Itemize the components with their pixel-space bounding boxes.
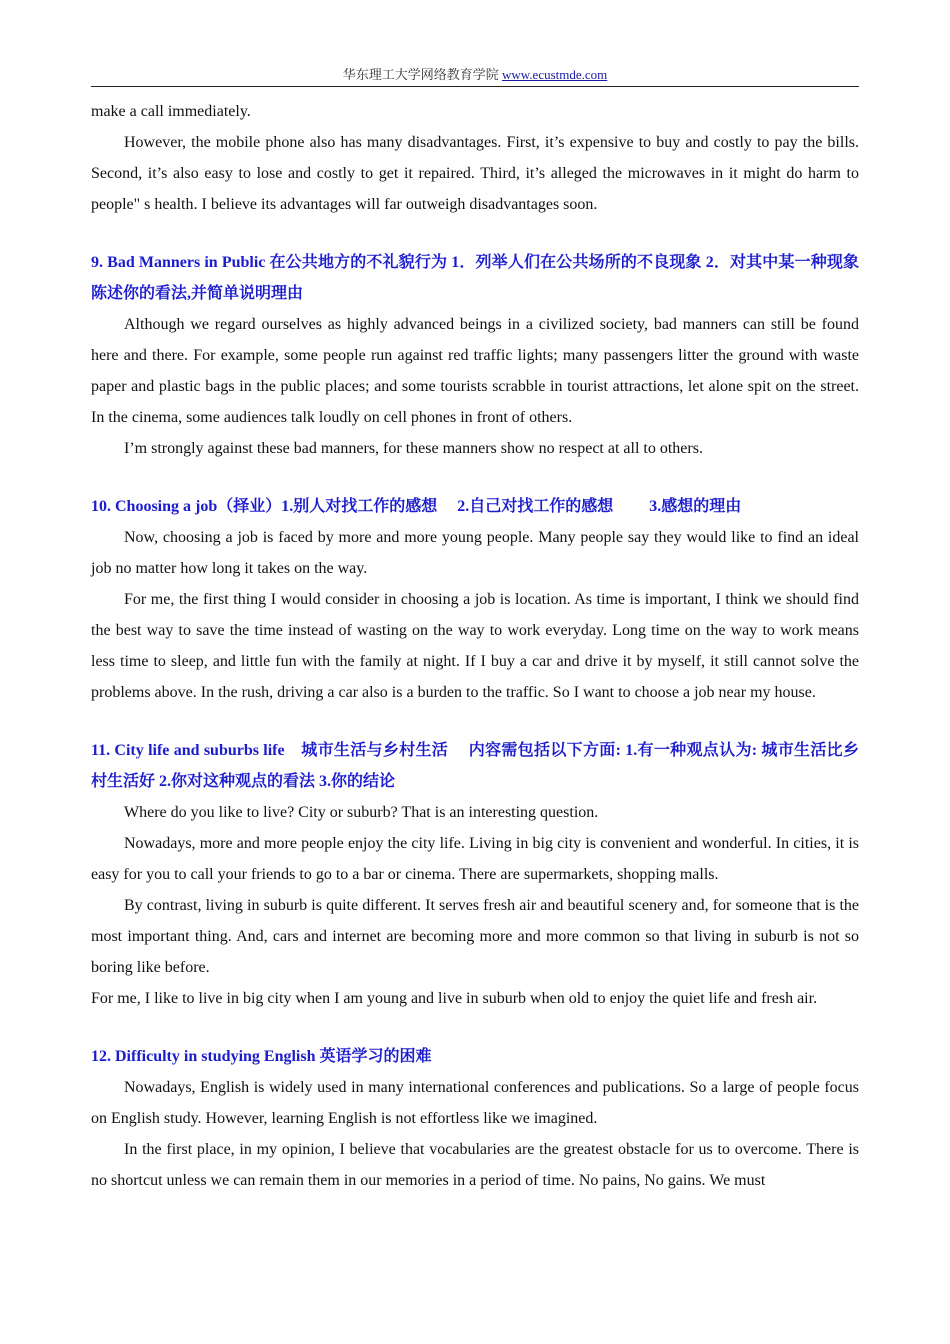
body-paragraph: In the first place, in my opinion, I believe that vocabularies are the greatest obstacle for us to overcome. There is no shortcut unless we can remain them in our memories in a period of time. No pains, No gains. We must [91, 1141, 859, 1189]
body-paragraph: Now, choosing a job is faced by more and more young people. Many people say they would like to find an ideal job no matter how long it takes on the way. [91, 529, 859, 577]
section-title: 9. Bad Manners in Public 在公共地方的不礼貌行为 1．列举人们在公共场所的不良现象 2．对其中某一种现象陈述你的看法,并简单说明理由 [91, 254, 859, 302]
essay-section-12 [91, 1041, 859, 1196]
body-paragraph: Where do you like to live? City or suburb? That is an interesting question. [124, 804, 599, 821]
body-paragraph: Nowadays, more and more people enjoy the city life. Living in big city is convenient and wonderful. In cities, it is easy for you to call your friends to go to a bar or cinema. There are supermarkets, shopping malls. [91, 835, 859, 883]
essay-section-9 [91, 247, 859, 464]
essay-section-11 [91, 735, 859, 1014]
body-paragraph: For me, the first thing I would consider in choosing a job is location. As time is important, I think we should find the best way to save the time instead of wasting on the way to work everyday. Long time on the way to work means less time to sleep, and little fun with the family at night. If I buy a car and drive it by myself, it still cannot solve the problems above. In the rush, driving a car also is a burden to the traffic. So I want to choose a job near my house. [91, 591, 859, 701]
body-paragraph: Nowadays, English is widely used in many international conferences and publications. So a large of people focus on English study. However, learning English is not effortless like we imagined. [91, 1079, 859, 1127]
school-name: 华东理工大学网络教育学院 [342, 67, 499, 82]
document-body [91, 96, 859, 1196]
page-header [91, 66, 859, 87]
body-paragraph: However, the mobile phone also has many disadvantages. First, it’s expensive to buy and costly to pay the bills. Second, it’s also easy to lose and costly to get it repaired. Third, it’s alleged the microwaves in it might do harm to people" s health. I believe its advantages will far outweigh disadvantages soon. [91, 134, 859, 213]
body-paragraph: By contrast, living in suburb is quite different. It serves fresh air and beautiful scenery and, for someone that is the most important thing. And, cars and internet are becoming more and more common so that living in suburb is not so boring like before. [91, 897, 859, 976]
body-paragraph: make a call immediately. [91, 103, 251, 120]
essay-section-10 [91, 491, 859, 708]
body-paragraph: Although we regard ourselves as highly advanced beings in a civilized society, bad manners can still be found here and there. For example, some people run against red traffic lights; many passengers litter the ground with waste paper and plastic bags in the public places; and some tourists scrabble in tourist attractions, let alone spit on the street. In the cinema, some audiences talk loudly on cell phones in front of others. [91, 316, 859, 426]
closing-paragraph: For me, I like to live in big city when I am young and live in suburb when old to enjoy the quiet life and fresh air. [91, 990, 818, 1007]
section-title: 10. Choosing a job（择业）1.别人对找工作的感想 2.自己对找工作的感想 3.感想的理由 [91, 498, 742, 515]
website-link[interactable]: www.ecustmde.com [501, 67, 608, 82]
section-title: 11. City life and suburbs life 城市生活与乡村生活 内容需包括以下方面: 1.有一种观点认为: 城市生活比乡村生活好 2.你对这种观点的看法 3.你的结论 [91, 742, 859, 790]
section-title: 12. Difficulty in studying English 英语学习的困难 [91, 1048, 432, 1065]
body-paragraph: I’m strongly against these bad manners, for these manners show no respect at all to others. [124, 440, 703, 457]
